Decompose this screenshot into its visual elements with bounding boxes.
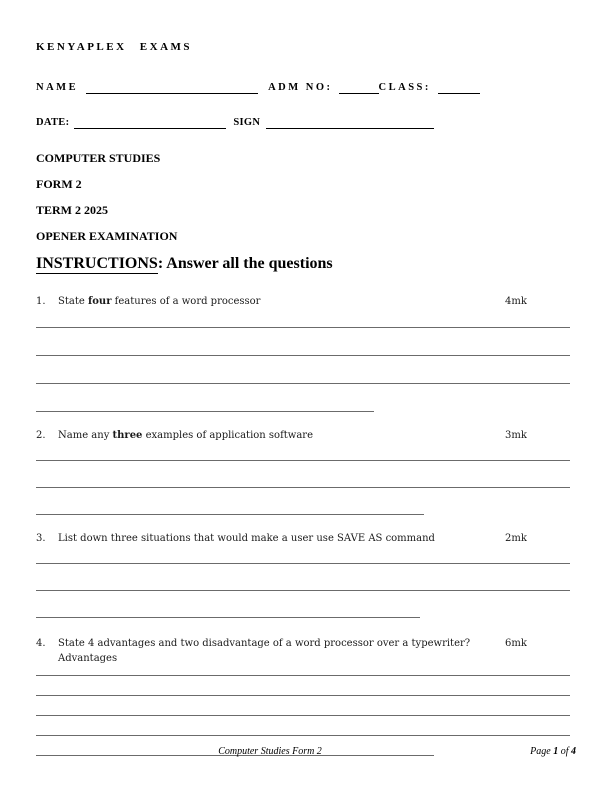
footer-document-title: Computer Studies Form 2 (218, 746, 322, 757)
question-2-text (58, 429, 313, 443)
answer-line (36, 384, 374, 412)
question-2-text-pre: Name any (58, 430, 113, 441)
question-3 (36, 532, 576, 618)
question-2-answer-lines (36, 443, 576, 515)
answer-line (36, 591, 420, 618)
footer-page-number (530, 745, 576, 759)
sign-blank-line (266, 116, 434, 129)
answer-line (36, 546, 570, 564)
question-1-number: 1. (36, 296, 46, 307)
footer-of-word: of (558, 746, 571, 757)
question-1 (36, 295, 576, 412)
adm-no-blank-line (339, 81, 379, 94)
answer-line (36, 443, 570, 461)
question-4-marks: 6mk (505, 638, 527, 649)
question-2-text-post: examples of application software (142, 430, 314, 441)
question-4-text (58, 637, 470, 651)
question-2-marks: 3mk (505, 430, 527, 441)
question-3-number: 3. (36, 533, 46, 544)
question-1-text-post: features of a word processor (111, 296, 261, 307)
question-2-number: 2. (36, 430, 46, 441)
answer-line (36, 696, 570, 716)
question-3-text-pre: List down three situations that would make a user use SAVE AS command (58, 533, 435, 544)
answer-line (36, 461, 570, 488)
term-heading: TERM 2 2025 (36, 203, 108, 217)
question-4 (36, 637, 576, 756)
answer-line (36, 676, 570, 696)
question-4-number: 4. (36, 638, 46, 649)
name-label: NAME (36, 82, 79, 93)
name-blank-line (86, 81, 258, 94)
question-2 (36, 429, 576, 515)
question-1-marks: 4mk (505, 296, 527, 307)
answer-line (36, 716, 570, 736)
question-1-text-bold: four (87, 296, 112, 307)
sign-label: SIGN (233, 117, 261, 128)
date-label: DATE: (36, 117, 70, 128)
footer-page-total: 4 (571, 746, 576, 757)
exam-board-title: KENYAPLEX EXAMS (36, 41, 193, 53)
subject-heading: COMPUTER STUDIES (36, 151, 161, 165)
class-label: CLASS: (378, 82, 431, 93)
footer-page-current: 1 (553, 746, 559, 757)
question-3-text (58, 532, 435, 546)
date-sign-row (36, 115, 576, 130)
instructions-heading (36, 254, 576, 273)
question-4-text-row (36, 637, 576, 651)
instructions-text: : Answer all the questions (157, 255, 333, 272)
answer-line (36, 328, 570, 356)
form-heading: FORM 2 (36, 177, 82, 191)
question-4-text-pre: State 4 advantages and two disadvantage of a word processor over a typewriter? (58, 638, 471, 649)
instructions-underlined-word: INSTRUCTIONS (36, 255, 158, 272)
question-4-subheading: Advantages (58, 653, 118, 664)
question-3-answer-lines (36, 546, 576, 618)
question-1-text-pre: State (58, 296, 88, 307)
answer-line (36, 309, 570, 328)
exam-type-heading: OPENER EXAMINATION (36, 229, 178, 243)
page-footer (36, 745, 576, 761)
question-1-answer-lines (36, 309, 576, 412)
candidate-info-row (36, 80, 576, 95)
class-blank-line (438, 81, 480, 94)
question-4-answer-lines (36, 667, 576, 756)
question-2-text-row (36, 429, 576, 443)
date-blank-line (74, 116, 226, 129)
answer-line (36, 667, 570, 676)
answer-line (36, 564, 570, 591)
question-1-text (58, 295, 260, 309)
question-3-marks: 2mk (505, 533, 527, 544)
answer-line (36, 488, 424, 515)
footer-page-word: Page (530, 746, 554, 757)
question-2-text-bold: three (112, 430, 143, 441)
question-1-text-row (36, 295, 576, 309)
question-3-text-row (36, 532, 576, 546)
answer-line (36, 356, 570, 384)
adm-no-label: ADM NO: (268, 82, 333, 93)
